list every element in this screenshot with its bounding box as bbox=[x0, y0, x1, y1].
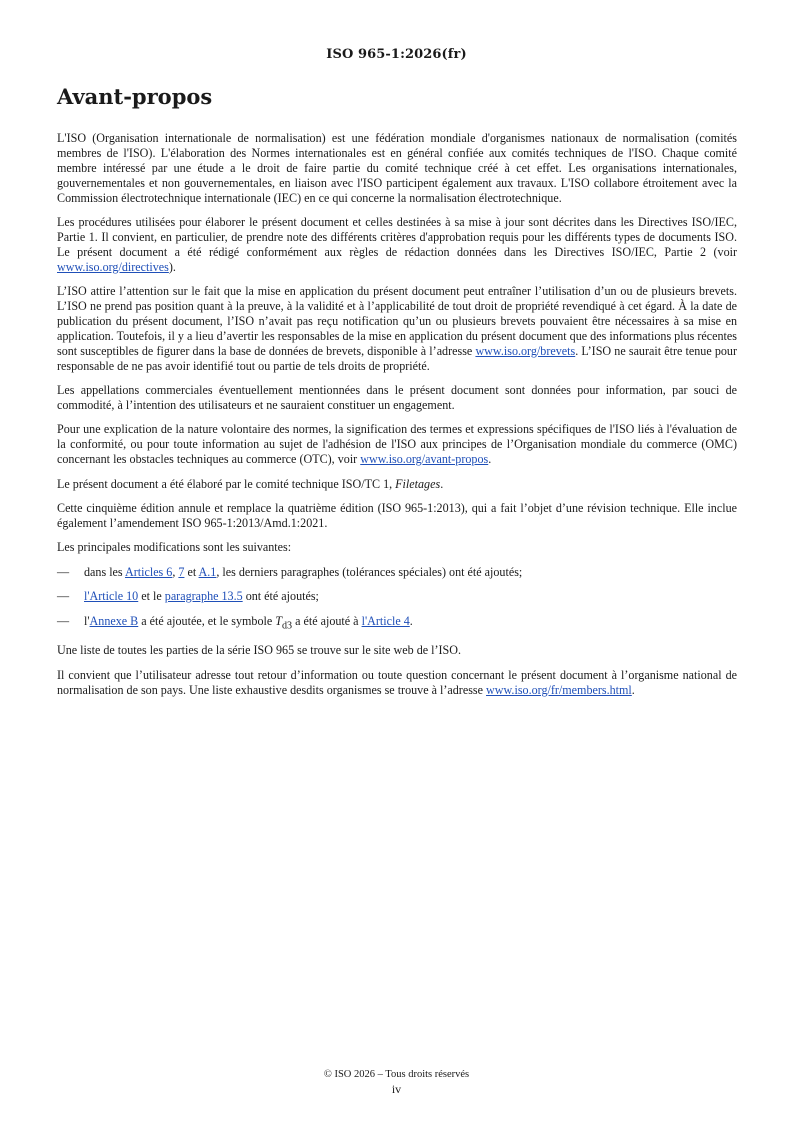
paragraph-series-list: Une liste de toutes les parties de la série ISO 965 se trouve sur le site web de l’ISO. bbox=[57, 643, 462, 658]
link-annex-b[interactable]: Annexe B bbox=[89, 613, 139, 628]
paragraph-edition: Cette cinquième édition annule et remplace la quatrième édition (ISO 965-1:2013), qui a fait l’objet d’une révision technique. Elle inclue également l’amendement ISO 965-1:2013/Amd.1:2021. bbox=[57, 501, 737, 530]
list-item-changes-2: — l'Article 10 et le paragraphe 13.5 ont été ajoutés; bbox=[57, 589, 319, 604]
paragraph-patents: L’ISO attire l’attention sur le fait que la mise en application du présent document peut entraîner l’utilisation d’un ou de plusieurs brevets. L’ISO ne prend pas position quant à la preuve, à la validité et à l’applicabilité de tout droit de propriété revendiqué à cet égard. À la date de publication du présent document, l’ISO n’avait pas reçu notification qu’un ou plusieurs brevets pouvaient être nécessaires à sa mise en application. Toutefois, il y a lieu d’avertir les responsables de la mise en application du présent document que des informations plus récentes sont susceptibles de figurer dans la base de données de brevets, disponible à l’adresse www.iso.org/brevets. L’ISO ne saurait être tenue pour responsable de ne pas avoir identifié tout ou partie de tels droits de propriété. bbox=[57, 284, 737, 373]
link-patents[interactable]: www.iso.org/brevets bbox=[475, 343, 576, 358]
dash-bullet: — bbox=[57, 613, 70, 628]
copyright-notice: © ISO 2026 – Tous droits réservés bbox=[323, 1069, 470, 1080]
symbol-t: T bbox=[275, 613, 282, 628]
paragraph-trade-names: Les appellations commerciales éventuellement mentionnées dans le présent document sont données pour information, par souci de commodité, à l’intention des utilisateurs et ne sauraient constituer un engagement. bbox=[57, 383, 737, 412]
link-article-10[interactable]: l'Article 10 bbox=[84, 589, 139, 604]
paragraph-voluntary-nature: Pour une explication de la nature volontaire des normes, la signification des termes et expressions spécifiques de l'ISO liés à l'évaluation de la conformité, ou pour toute information au sujet de l'adhésion de l'ISO aux principes de l’Organisation mondiale du commerce (OMC) concernant les obstacles techniques au commerce (OTC), voir www.iso.org/avant-propos. bbox=[57, 422, 737, 467]
dash-bullet: — bbox=[57, 589, 70, 604]
link-paragraph-13-5[interactable]: paragraphe 13.5 bbox=[164, 589, 243, 604]
link-articles-6[interactable]: Articles 6 bbox=[124, 564, 173, 579]
link-article-4[interactable]: l'Article 4 bbox=[361, 613, 410, 628]
paragraph-committee: Le présent document a été élaboré par le comité technique ISO/TC 1, Filetages. bbox=[57, 476, 444, 491]
paragraph-iso-intro: L'ISO (Organisation internationale de normalisation) est une fédération mondiale d'organismes nationaux de normalisation (comités membres de l'ISO). L'élaboration des Normes internationales est en général confiée aux comités techniques de l'ISO. Chaque comité membre intéressé par une étude a le droit de faire partie du comité technique créé à cet effet. Les organisations internationales, gouvernementales et non gouvernementales, en liaison avec l'ISO participent également aux travaux. L'ISO collabore étroitement avec la Commission électrotechnique internationale (IEC) en ce qui concerne la normalisation électrotechnique. bbox=[57, 131, 737, 205]
link-article-7[interactable]: 7 bbox=[178, 564, 185, 579]
document-reference-header: ISO 965-1:2026(fr) bbox=[326, 47, 467, 62]
paragraph-feedback: Il convient que l’utilisateur adresse tout retour d’information ou toute question concernant le présent document à l’organisme national de normalisation de son pays. Une liste exhaustive desdits organismes se trouve à l’adresse www.iso.org/fr/members.html. bbox=[57, 667, 737, 697]
paragraph-changes-intro: Les principales modifications sont les suivantes: bbox=[57, 540, 292, 555]
dash-bullet: — bbox=[57, 564, 70, 579]
link-a1[interactable]: A.1 bbox=[198, 564, 217, 579]
link-foreword[interactable]: www.iso.org/avant-propos bbox=[360, 452, 489, 467]
symbol-subscript: d3 bbox=[282, 619, 293, 631]
page-footer bbox=[0, 1067, 793, 1097]
page-number: iv bbox=[391, 1082, 402, 1096]
page-title: Avant-propos bbox=[57, 84, 213, 109]
link-directives[interactable]: www.iso.org/directives bbox=[57, 259, 169, 274]
list-item-changes-1: — dans les Articles 6, 7 et A.1, les derniers paragraphes (tolérances spéciales) ont été ajoutés; bbox=[57, 564, 523, 579]
link-members[interactable]: www.iso.org/fr/members.html bbox=[486, 682, 632, 697]
list-item-changes-3: — l'Annexe B a été ajoutée, et le symbole $T_{d3}$ a été ajouté à l'Article 4. bbox=[57, 614, 737, 634]
committee-name: Filetages bbox=[395, 476, 441, 491]
paragraph-procedures: Les procédures utilisées pour élaborer le présent document et celles destinées à sa mise à jour sont décrites dans les Directives ISO/IEC, Partie 1. Il convient, en particulier, de prendre note des différents critères d'approbation requis pour les différents types de documents ISO. Le présent document a été rédigé conformément aux règles de rédaction données dans les Directives ISO/IEC, Partie 2 (voir www.iso.org/directives). bbox=[57, 215, 737, 274]
foreword-body bbox=[57, 131, 737, 707]
